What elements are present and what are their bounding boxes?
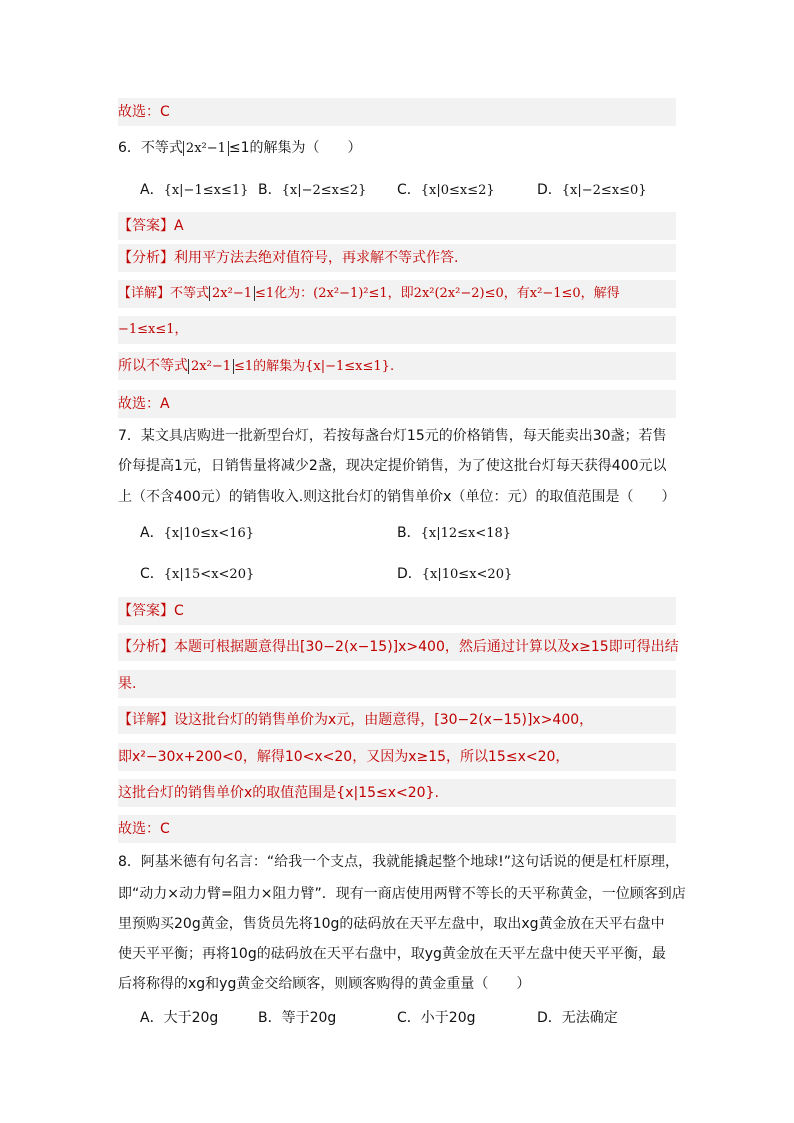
answer-tag: 【答案】 [118, 218, 174, 234]
q6-analysis [118, 244, 676, 272]
q7-stem-line-2: 价每提高1元，日销售量将减少2盏，现决定提价销售，为了使这批台灯每天获得400元以 [118, 458, 667, 474]
option-letter: B． [258, 1010, 282, 1026]
option-letter: C． [140, 566, 164, 582]
option-set: {x|12≤x<18} [420, 526, 512, 541]
analysis-text: 利用平方法去绝对值符号，再求解不等式作答. [174, 250, 459, 266]
q8-option-c [397, 1004, 475, 1032]
q7-detail-line-2: 即x²−30x+200<0，解得10<x<20，又因为x≥15，所以15≤x<20， [118, 743, 676, 771]
q6-detail-line-3 [118, 352, 676, 380]
q8-stem-line-4: 使天平平衡；再将10g的砝码放在天平右盘中，取yg黄金放在天平左盘中使天平平衡，最 [118, 946, 666, 962]
option-letter: B． [258, 182, 282, 198]
option-set: {x|−2≤x≤2} [281, 183, 367, 198]
q8-stem-line-3: 里预购买20g黄金，售货员先将10g的砝码放在天平左盘中，取出xg黄金放在天平右盘中 [118, 916, 665, 932]
detail-text: ≤1化为：(2x²−1)²≤1，即2x²(2x²−2)≤0，有x²−1≤0，解得 [255, 286, 620, 301]
analysis-text: 本题可根据题意得出[30−2(x−15)]x>400，然后通过计算以及x≥15即可得出结 [174, 639, 679, 655]
option-set: {x|0≤x≤2} [420, 183, 495, 198]
q5-choice: 故选：C [118, 98, 676, 126]
q7-option-c [140, 560, 254, 588]
q8-stem-line-2: 即“动力×动力臂=阻力×阻力臂”．现有一商店使用两臂不等长的天平称黄金，一位顾客到店 [118, 886, 686, 902]
q6-abs-expr: 2x²−1 [183, 141, 229, 156]
detail-text: ≤1的解集为{x|−1≤x≤1}. [233, 359, 395, 374]
option-set: {x|10≤x<20} [421, 567, 513, 582]
detail-text: 不等式 [170, 286, 210, 301]
option-letter: A． [140, 1010, 164, 1026]
q7-answer [118, 597, 676, 625]
q7-analysis-line-2: 果. [118, 670, 676, 698]
q7-detail-line-1 [118, 706, 676, 734]
q6-prefix: 6．不等式 [118, 140, 183, 156]
q8-stem-line-5: 后将称得的xg和yg黄金交给顾客，则顾客购得的黄金重量（ ） [118, 976, 531, 992]
q7-analysis-line-1 [118, 633, 679, 661]
q8-option-d [537, 1004, 618, 1032]
q7-choice: 故选：C [118, 815, 676, 843]
option-letter: A． [140, 525, 164, 541]
q7-option-a [140, 519, 254, 547]
q8-option-a [140, 1004, 218, 1032]
q6-option-a [140, 176, 248, 204]
detail-text: 设这批台灯的销售单价为x元，由题意得，[30−2(x−15)]x>400， [174, 712, 594, 728]
q6-choice: 故选：A [118, 390, 676, 418]
q7-detail-line-3: 这批台灯的销售单价x的取值范围是{x|15≤x<20}. [118, 779, 676, 807]
analysis-tag: 【分析】 [118, 639, 174, 655]
q6-option-b [258, 176, 366, 204]
option-text: 等于20g [281, 1010, 337, 1026]
q6-detail-line-1 [118, 280, 676, 308]
option-text: 大于20g [163, 1010, 219, 1026]
q6-answer [118, 212, 676, 240]
option-set: {x|−1≤x≤1} [163, 183, 249, 198]
q6-suffix: ≤1的解集为（ ） [228, 140, 362, 156]
answer-tag: 【答案】 [118, 603, 174, 619]
q7-stem-line-1: 7．某文具店购进一批新型台灯，若按每盏台灯15元的价格销售，每天能卖出30盏；若售 [118, 428, 667, 444]
answer-value: C [174, 603, 184, 619]
analysis-tag: 【分析】 [118, 250, 174, 266]
q8-stem-line-1: 8．阿基米德有句名言：“给我一个支点，我就能撬起整个地球!”这句话说的便是杠杆原理， [118, 854, 680, 870]
option-letter: D． [537, 1010, 562, 1026]
detail-text: 所以不等式 [118, 358, 188, 374]
option-set: {x|10≤x<16} [163, 526, 255, 541]
q6-detail-line-2: −1≤x≤1， [118, 316, 676, 344]
q8-option-b [258, 1004, 336, 1032]
option-letter: B． [397, 525, 421, 541]
option-letter: C． [397, 1010, 421, 1026]
detail-abs-expr: 2x²−1 [209, 286, 255, 301]
option-letter: C． [397, 182, 421, 198]
detail-tag: 【详解】 [118, 286, 171, 301]
detail-abs-expr: 2x²−1 [188, 359, 234, 374]
option-set: {x|15<x<20} [163, 567, 255, 582]
q7-stem-line-3: 上（不含400元）的销售收入.则这批台灯的销售单价x（单位：元）的取值范围是（ ） [118, 489, 676, 505]
option-text: 小于20g [420, 1010, 476, 1026]
detail-tag: 【详解】 [118, 712, 174, 728]
q7-option-b [397, 519, 511, 547]
option-letter: D． [537, 182, 562, 198]
q6-stem [118, 134, 362, 162]
answer-value: A [174, 218, 184, 234]
q6-option-c [397, 176, 495, 204]
q6-option-d [537, 176, 647, 204]
option-set: {x|−2≤x≤0} [561, 183, 647, 198]
q7-option-d [397, 560, 512, 588]
option-letter: A． [140, 182, 164, 198]
option-letter: D． [397, 566, 422, 582]
option-text: 无法确定 [561, 1010, 618, 1026]
